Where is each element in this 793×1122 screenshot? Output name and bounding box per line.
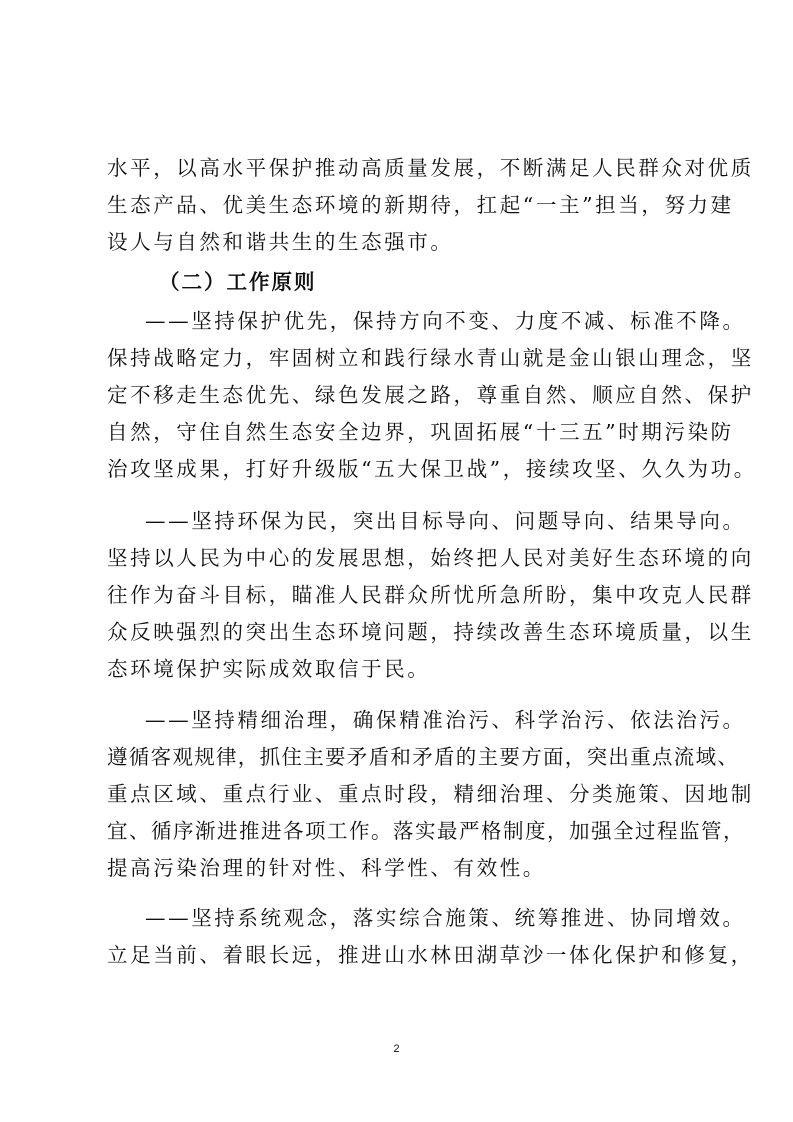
text-line: 提高污染治理的针对性、科学性、有效性。 — [107, 856, 546, 880]
section-heading: （二）工作原则 — [159, 270, 317, 294]
text-line: 遵循客观规律，抓住主要矛盾和矛盾的主要方面，突出重点流域、 — [107, 745, 740, 769]
text-line: 态环境保护实际成效取信于民。 — [107, 657, 431, 681]
text-line: ——坚持精细治理，确保精准治污、科学治污、依法治污。 — [145, 708, 746, 732]
page-number: 2 — [393, 1043, 400, 1055]
text-line: 治攻坚成果，打好升级版“五大保卫战”，接续攻坚、久久为功。 — [107, 457, 757, 481]
text-line: ——坚持环保为民，突出目标导向、问题导向、结果导向。 — [145, 509, 746, 533]
text-line: 保持战略定力，牢固树立和践行绿水青山就是金山银山理念，坚 — [107, 346, 754, 370]
text-line: 水平，以高水平保护推动高质量发展，不断满足人民群众对优质 — [107, 156, 754, 180]
text-line: 设人与自然和谐共生的生态强市。 — [107, 230, 454, 254]
text-line: 众反映强烈的突出生态环境问题，持续改善生态环境质量，以生 — [107, 620, 754, 644]
text-line: 定不移走生态优先、绿色发展之路，尊重自然、顺应自然、保护 — [107, 383, 754, 407]
text-line: 生态产品、优美生态环境的新期待，扛起“一主”担当，努力建 — [107, 193, 734, 217]
text-line: 重点区域、重点行业、重点时段，精细治理、分类施策、因地制 — [107, 782, 754, 806]
text-line: 往作为奋斗目标，瞄准人民群众所忧所急所盼，集中攻克人民群 — [107, 583, 754, 607]
text-line: ——坚持系统观念，落实综合施策、统筹推进、协同增效。 — [145, 906, 746, 930]
text-line: 坚持以人民为中心的发展思想，始终把人民对美好生态环境的向 — [107, 546, 754, 570]
text-line: ——坚持保护优先，保持方向不变、力度不减、标准不降。 — [145, 309, 746, 333]
text-line: 宜、循序渐进推进各项工作。落实最严格制度，加强全过程监管， — [107, 819, 745, 843]
text-line: 立足当前、着眼长远，推进山水林田湖草沙一体化保护和修复， — [107, 943, 754, 967]
text-line: 自然，守住自然生态安全边界，巩固拓展“十三五”时期污染防 — [107, 420, 734, 444]
